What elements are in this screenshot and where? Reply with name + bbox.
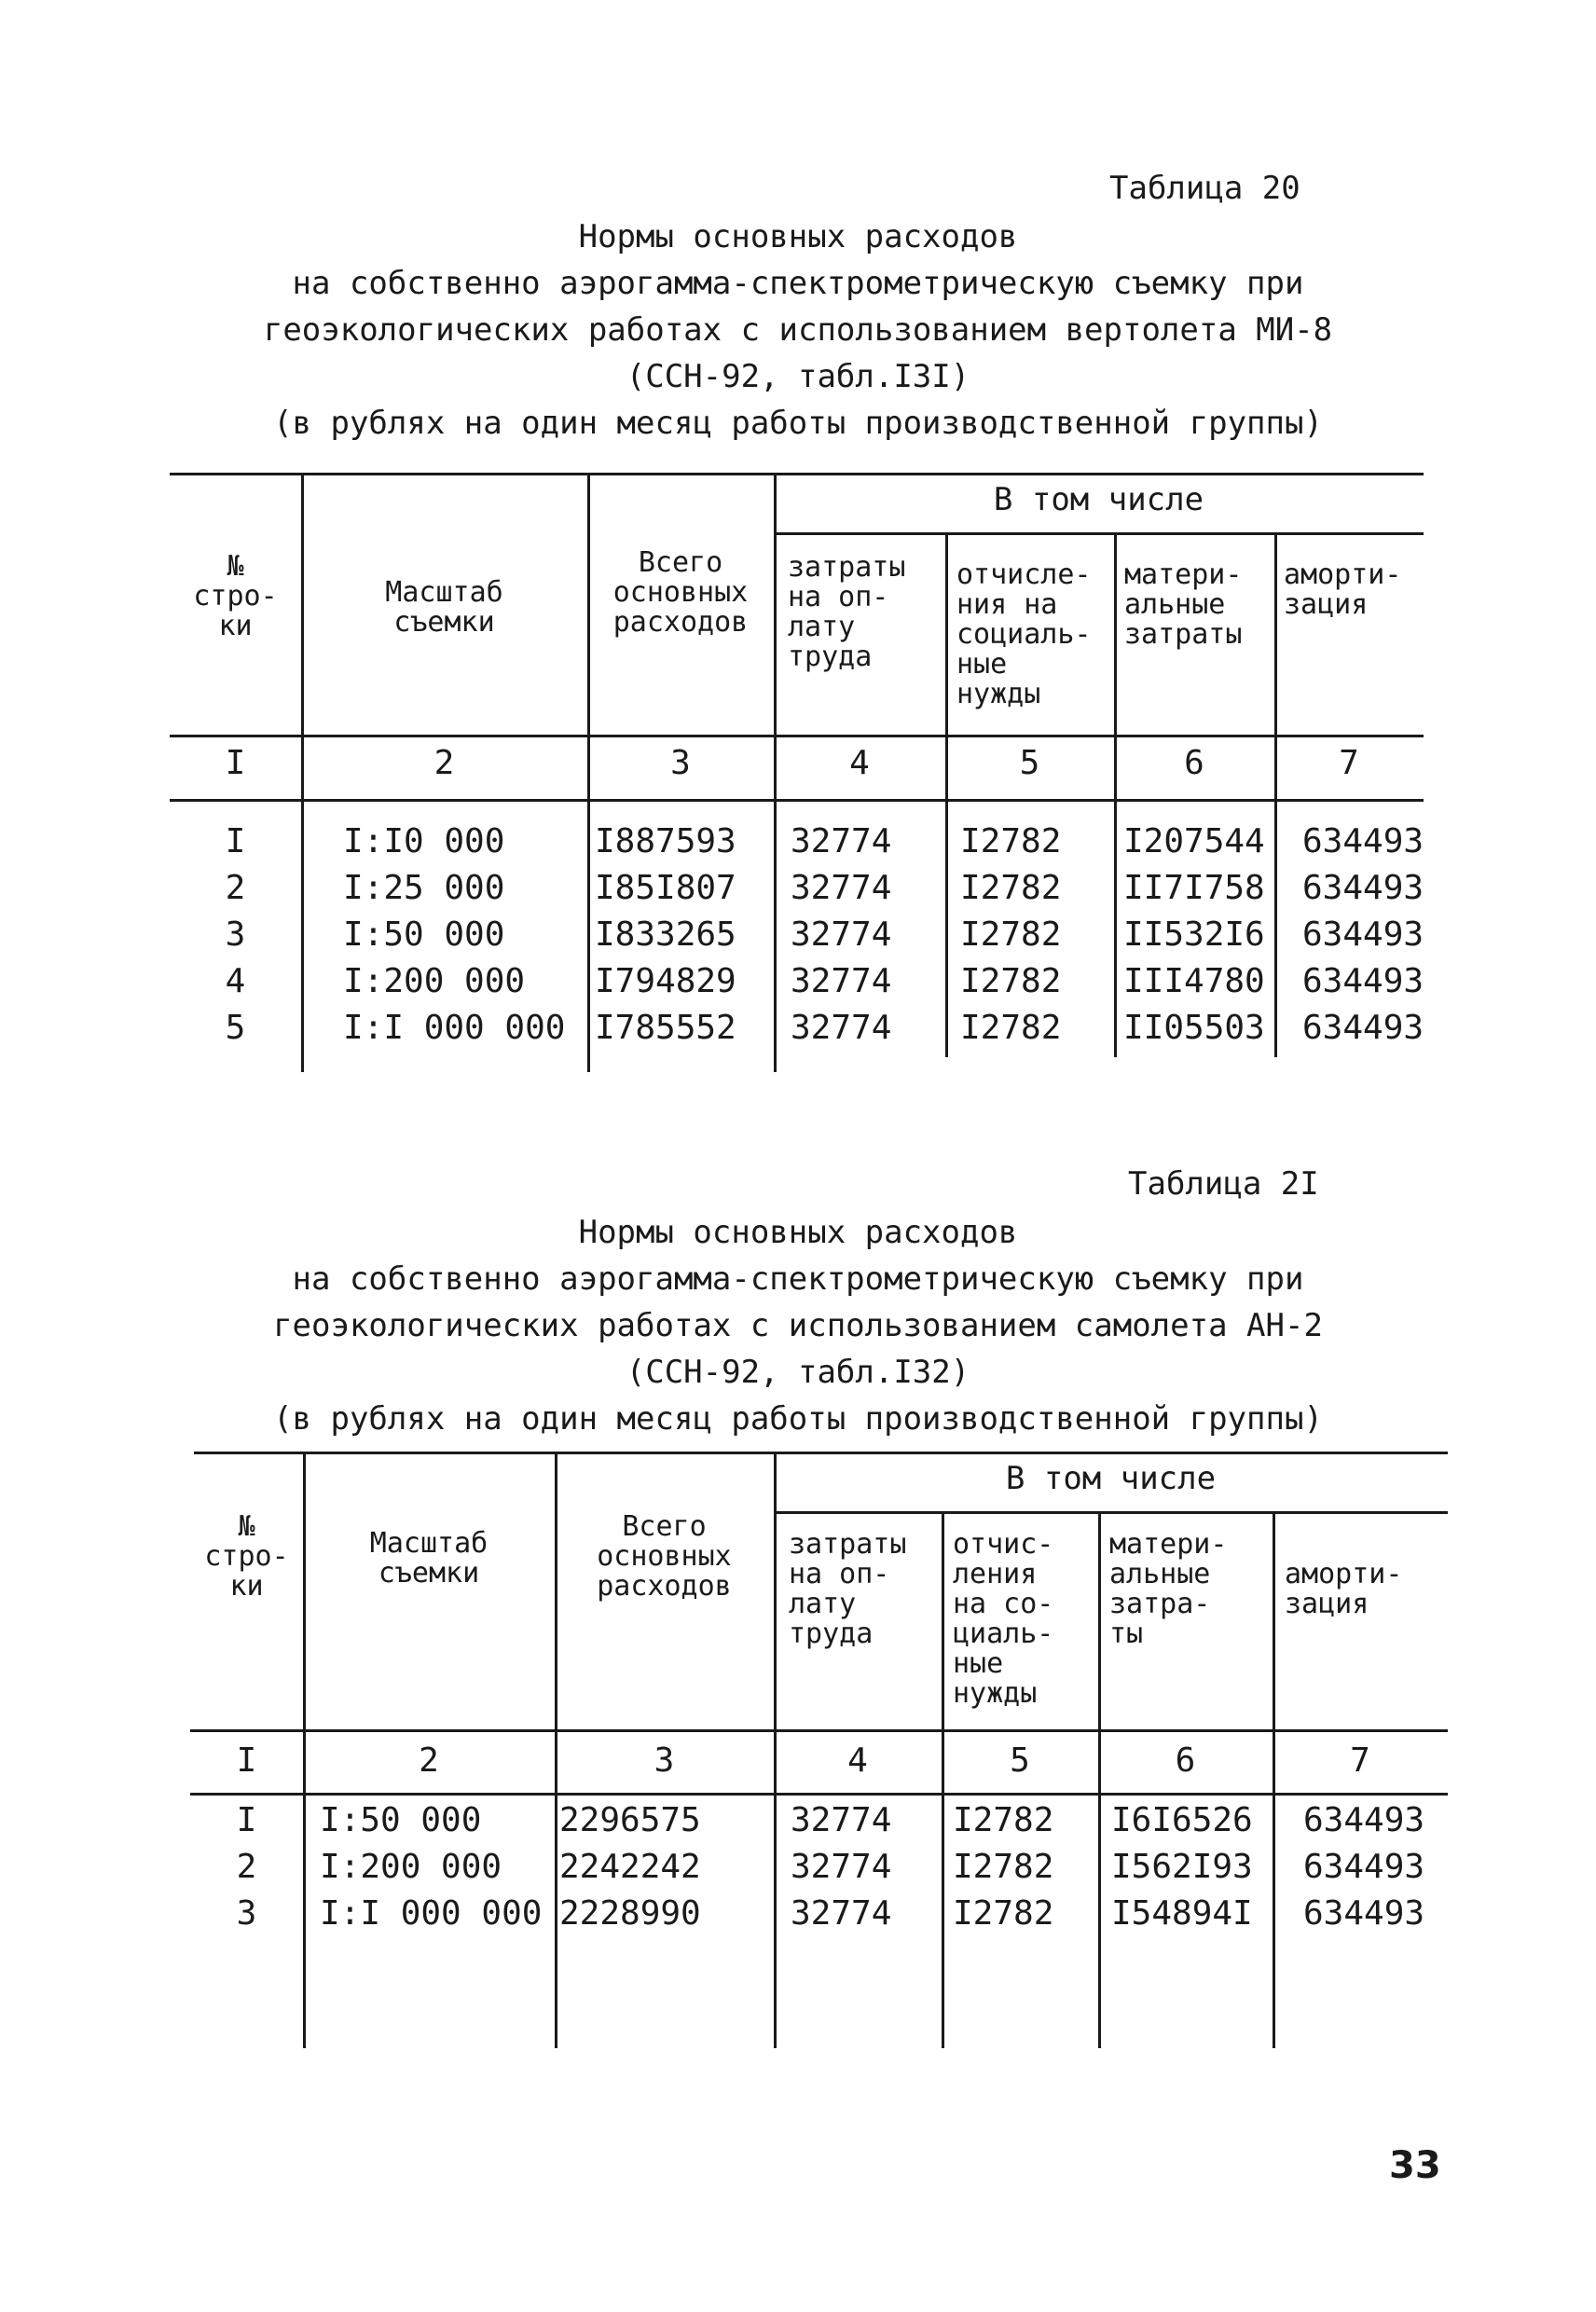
table-title-line: (ССН-92, табл.I32): [626, 1354, 970, 1391]
table-rule: [774, 532, 1424, 535]
header-total: Всего основных расходов: [597, 1510, 732, 1603]
amortization-cell: 634493: [1303, 1848, 1425, 1886]
materials-cell: I54894I: [1111, 1894, 1253, 1933]
column-number: 5: [1019, 744, 1040, 782]
table-title-line: геоэкологических работах с использованием самолета АН-2: [273, 1307, 1323, 1344]
wages-cell: 32774: [791, 1801, 892, 1839]
amortization-cell: 634493: [1303, 1894, 1425, 1933]
page-number: 33: [1389, 2144, 1441, 2187]
header-social: отчисле- ния на социаль- ные нужды: [956, 558, 1092, 710]
total-cell: I85I807: [595, 869, 736, 907]
wages-cell: 32774: [791, 1848, 892, 1886]
wages-cell: 32774: [791, 962, 892, 1000]
table-rule: [170, 735, 1424, 737]
table-title-line: (в рублях на один месяц работы производственной группы): [273, 405, 1323, 442]
scale-cell: I:200 000: [320, 1848, 502, 1886]
column-number: I: [225, 744, 246, 782]
row-number: I: [225, 822, 246, 860]
table-rule: [170, 473, 1424, 475]
column-number: I: [236, 1741, 257, 1780]
table-rule: [942, 1511, 944, 2048]
wages-cell: 32774: [791, 915, 892, 954]
table-rule: [1098, 1511, 1101, 2048]
table-rule: [1274, 532, 1277, 1057]
scale-cell: I:I0 000: [343, 822, 505, 860]
table-title-line: на собственно аэрогамма-спектрометрическую съемку при: [292, 265, 1304, 302]
table-title-line: (ССН-92, табл.I3I): [626, 358, 970, 395]
social-cell: I2782: [960, 962, 1062, 1000]
table-rule: [1273, 1511, 1275, 2048]
scale-cell: I:200 000: [343, 962, 526, 1000]
row-number: 3: [236, 1894, 257, 1933]
amortization-cell: 634493: [1302, 1009, 1424, 1047]
wages-cell: 32774: [791, 822, 892, 860]
table-label: Таблица 2I: [1128, 1165, 1319, 1203]
column-number: 2: [433, 744, 455, 782]
table-rule: [170, 799, 1424, 802]
header-row-number: № стро- ки: [204, 1510, 289, 1603]
table-title-line: Нормы основных расходов: [578, 1214, 1018, 1251]
header-materials: матери- альные затраты: [1124, 558, 1243, 651]
column-number: 4: [847, 1741, 868, 1780]
table-rule: [1114, 532, 1117, 1057]
materials-cell: II532I6: [1123, 915, 1265, 954]
header-social: отчис- ления на со- циаль- ные нужды: [953, 1528, 1054, 1710]
header-scale: Масштаб съемки: [385, 576, 503, 639]
header-amortization: аморти- зация: [1284, 558, 1402, 621]
table-title-line: Нормы основных расходов: [578, 218, 1018, 255]
social-cell: I2782: [960, 822, 1062, 860]
total-cell: I785552: [595, 1009, 736, 1047]
table-title-line: (в рублях на один месяц работы производственной группы): [273, 1400, 1323, 1438]
column-number: 4: [849, 744, 870, 782]
row-number: 3: [225, 915, 246, 954]
row-number: 4: [225, 962, 246, 1000]
scale-cell: I:I 000 000: [320, 1894, 543, 1933]
scale-cell: I:I 000 000: [343, 1009, 566, 1047]
total-cell: 2296575: [559, 1801, 701, 1839]
total-cell: 2242242: [559, 1848, 701, 1886]
total-cell: I833265: [595, 915, 736, 954]
column-number: 3: [670, 744, 691, 782]
row-number: 2: [225, 869, 246, 907]
materials-cell: II7I758: [1123, 869, 1265, 907]
table-rule: [194, 1452, 1448, 1454]
social-cell: I2782: [960, 915, 1062, 954]
scale-cell: I:25 000: [343, 869, 505, 907]
column-number: 6: [1184, 744, 1204, 782]
amortization-cell: 634493: [1302, 822, 1424, 860]
amortization-cell: 634493: [1303, 1801, 1425, 1839]
materials-cell: III4780: [1123, 962, 1265, 1000]
amortization-cell: 634493: [1302, 869, 1424, 907]
table-title-line: геоэкологических работах с использованием вертолета МИ-8: [263, 311, 1333, 349]
wages-cell: 32774: [791, 1009, 892, 1047]
materials-cell: I562I93: [1111, 1848, 1253, 1886]
amortization-cell: 634493: [1302, 915, 1424, 954]
header-group: В том числе: [993, 481, 1204, 518]
total-cell: I887593: [595, 822, 736, 860]
materials-cell: II05503: [1123, 1009, 1265, 1047]
scale-cell: I:50 000: [343, 915, 505, 954]
header-wages: затраты на оп- лату труда: [789, 1528, 907, 1650]
table-title-line: на собственно аэрогамма-спектрометрическую съемку при: [292, 1260, 1304, 1298]
row-number: I: [236, 1801, 257, 1839]
column-number: 7: [1350, 1741, 1370, 1780]
header-scale: Масштаб съемки: [369, 1527, 488, 1590]
table-rule: [190, 1729, 1448, 1732]
header-row-number: № стро- ки: [193, 550, 278, 642]
materials-cell: I207544: [1123, 822, 1265, 860]
social-cell: I2782: [960, 869, 1062, 907]
scale-cell: I:50 000: [320, 1801, 482, 1839]
column-number: 5: [1010, 1741, 1030, 1780]
table-rule: [774, 1511, 1448, 1514]
header-group: В том числе: [1005, 1460, 1217, 1497]
column-number: 2: [419, 1741, 439, 1780]
column-number: 6: [1175, 1741, 1196, 1780]
social-cell: I2782: [960, 1009, 1062, 1047]
row-number: 2: [236, 1848, 257, 1886]
social-cell: I2782: [953, 1894, 1054, 1933]
table-label: Таблица 20: [1109, 170, 1300, 207]
social-cell: I2782: [953, 1848, 1054, 1886]
materials-cell: I6I6526: [1111, 1801, 1253, 1839]
social-cell: I2782: [953, 1801, 1054, 1839]
header-materials: матери- альные затра- ты: [1109, 1528, 1228, 1650]
table-rule: [945, 532, 948, 1057]
wages-cell: 32774: [791, 869, 892, 907]
total-cell: I794829: [595, 962, 736, 1000]
header-total: Всего основных расходов: [612, 546, 749, 639]
row-number: 5: [225, 1009, 246, 1047]
header-wages: затраты на оп- лату труда: [788, 551, 906, 673]
column-number: 7: [1339, 744, 1359, 782]
amortization-cell: 634493: [1302, 962, 1424, 1000]
column-number: 3: [654, 1741, 675, 1780]
total-cell: 2228990: [559, 1894, 701, 1933]
wages-cell: 32774: [791, 1894, 892, 1933]
table-rule: [190, 1793, 1448, 1796]
header-amortization: аморти- зация: [1285, 1558, 1403, 1620]
